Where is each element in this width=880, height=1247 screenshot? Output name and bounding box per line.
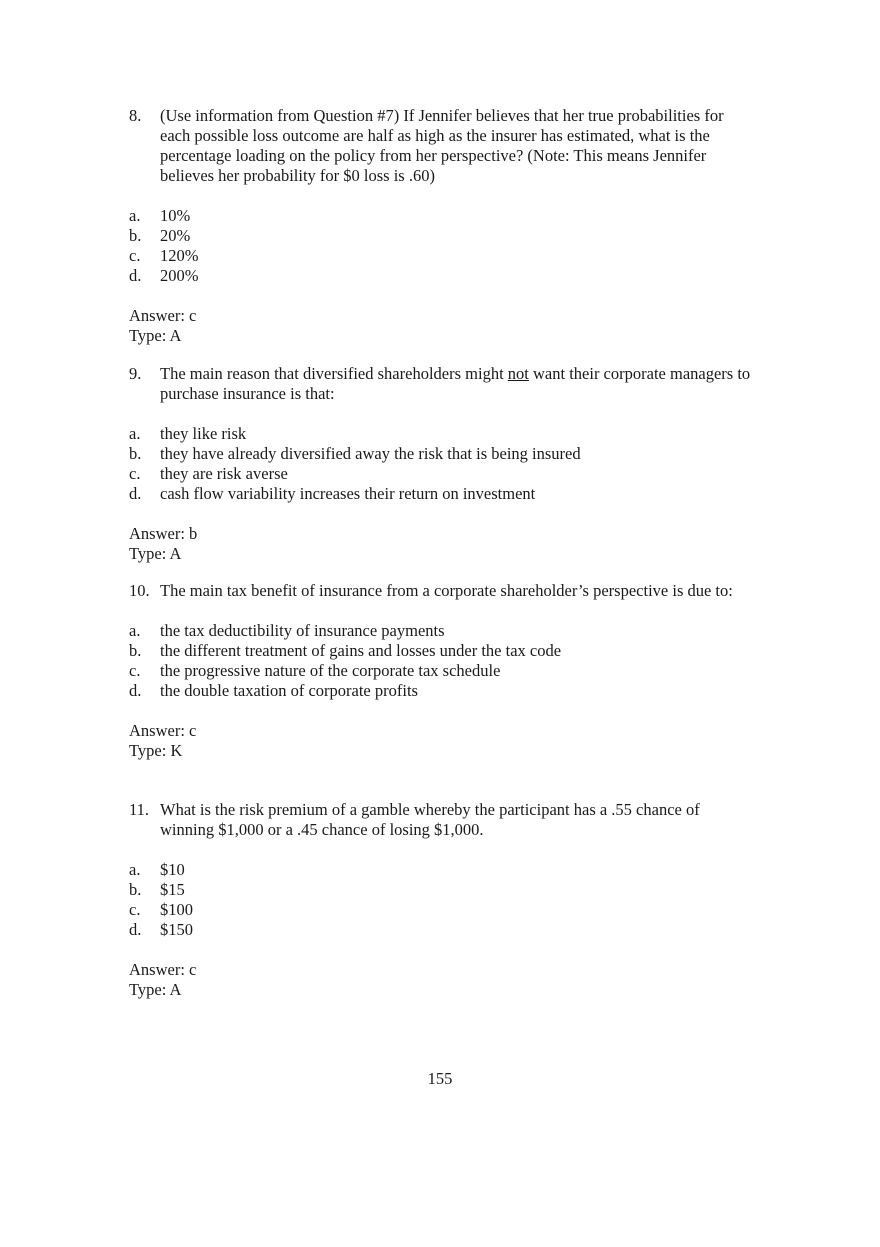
option-letter: d. bbox=[129, 266, 142, 285]
question-10 bbox=[129, 581, 769, 761]
option-text: the progressive nature of the corporate tax schedule bbox=[160, 661, 501, 680]
option-b bbox=[129, 226, 769, 246]
question-stem bbox=[129, 581, 769, 601]
question-number: 11. bbox=[129, 800, 150, 819]
options-list bbox=[129, 424, 769, 504]
option-b bbox=[129, 444, 769, 464]
options-list bbox=[129, 621, 769, 701]
question-stem bbox=[129, 364, 769, 404]
option-text: $150 bbox=[160, 920, 193, 939]
option-letter: d. bbox=[129, 920, 142, 939]
question-number: 10. bbox=[129, 581, 150, 600]
question-stem bbox=[129, 800, 769, 840]
option-letter: b. bbox=[129, 226, 142, 245]
option-letter: c. bbox=[129, 661, 141, 680]
type-line: Type: A bbox=[129, 544, 182, 563]
option-b bbox=[129, 641, 769, 661]
type-line: Type: A bbox=[129, 326, 182, 345]
option-letter: a. bbox=[129, 206, 141, 225]
option-d bbox=[129, 920, 769, 940]
option-text: the tax deductibility of insurance payments bbox=[160, 621, 445, 640]
option-text: 200% bbox=[160, 266, 199, 285]
option-letter: c. bbox=[129, 246, 141, 265]
underlined-word: not bbox=[507, 364, 529, 383]
option-letter: c. bbox=[129, 464, 141, 483]
answer-block bbox=[129, 960, 769, 1000]
option-a bbox=[129, 860, 769, 880]
option-text: $15 bbox=[160, 880, 185, 899]
question-number: 8. bbox=[129, 106, 142, 125]
option-letter: a. bbox=[129, 860, 141, 879]
option-text: the double taxation of corporate profits bbox=[160, 681, 418, 700]
options-list bbox=[129, 206, 769, 286]
question-text: The main tax benefit of insurance from a corporate shareholder’s perspective is due to: bbox=[160, 581, 733, 600]
option-text: $100 bbox=[160, 900, 193, 919]
option-c bbox=[129, 900, 769, 920]
option-text: cash flow variability increases their return on investment bbox=[160, 484, 536, 503]
page-number: 155 bbox=[427, 1069, 453, 1088]
option-letter: b. bbox=[129, 444, 142, 463]
question-stem bbox=[129, 106, 769, 186]
option-c bbox=[129, 464, 769, 484]
option-text: 20% bbox=[160, 226, 191, 245]
type-line: Type: A bbox=[129, 980, 182, 999]
option-letter: a. bbox=[129, 621, 141, 640]
question-text-part: want their corporate managers to purchase insurance is that: bbox=[160, 364, 751, 403]
option-text: 120% bbox=[160, 246, 199, 265]
option-a bbox=[129, 621, 769, 641]
option-text: 10% bbox=[160, 206, 191, 225]
type-line: Type: K bbox=[129, 741, 183, 760]
options-list bbox=[129, 860, 769, 940]
option-d bbox=[129, 484, 769, 504]
option-letter: d. bbox=[129, 681, 142, 700]
answer-block bbox=[129, 721, 769, 761]
option-text: the different treatment of gains and losses under the tax code bbox=[160, 641, 562, 660]
question-8 bbox=[129, 106, 769, 346]
question-text: (Use information from Question #7) If Jennifer believes that her true probabilities for each possible loss outcome are half as high as the insurer has estimated, what is the percentage loading on the policy from her perspective? (Note: This means Jennifer believes her probability for $0 loss is .60) bbox=[160, 106, 724, 185]
question-text-part: The main reason that diversified shareholders might bbox=[160, 364, 508, 383]
question-text bbox=[160, 364, 752, 404]
option-letter: a. bbox=[129, 424, 141, 443]
option-text: they have already diversified away the risk that is being insured bbox=[160, 444, 581, 463]
option-text: they like risk bbox=[160, 424, 247, 443]
answer-line: Answer: c bbox=[129, 960, 197, 979]
option-c bbox=[129, 246, 769, 266]
option-c bbox=[129, 661, 769, 681]
option-d bbox=[129, 266, 769, 286]
answer-line: Answer: c bbox=[129, 721, 197, 740]
question-11 bbox=[129, 800, 769, 1000]
answer-line: Answer: b bbox=[129, 524, 198, 543]
question-number: 9. bbox=[129, 364, 142, 383]
option-letter: b. bbox=[129, 880, 142, 899]
option-letter: b. bbox=[129, 641, 142, 660]
answer-block bbox=[129, 306, 769, 346]
question-text: What is the risk premium of a gamble whereby the participant has a .55 chance of winning $1,000 or a .45 chance of losing $1,000. bbox=[160, 800, 700, 839]
answer-line: Answer: c bbox=[129, 306, 197, 325]
option-b bbox=[129, 880, 769, 900]
option-d bbox=[129, 681, 769, 701]
option-a bbox=[129, 424, 769, 444]
option-a bbox=[129, 206, 769, 226]
question-9 bbox=[129, 364, 769, 564]
answer-block bbox=[129, 524, 769, 564]
option-letter: d. bbox=[129, 484, 142, 503]
option-text: they are risk averse bbox=[160, 464, 288, 483]
option-text: $10 bbox=[160, 860, 185, 879]
option-letter: c. bbox=[129, 900, 141, 919]
